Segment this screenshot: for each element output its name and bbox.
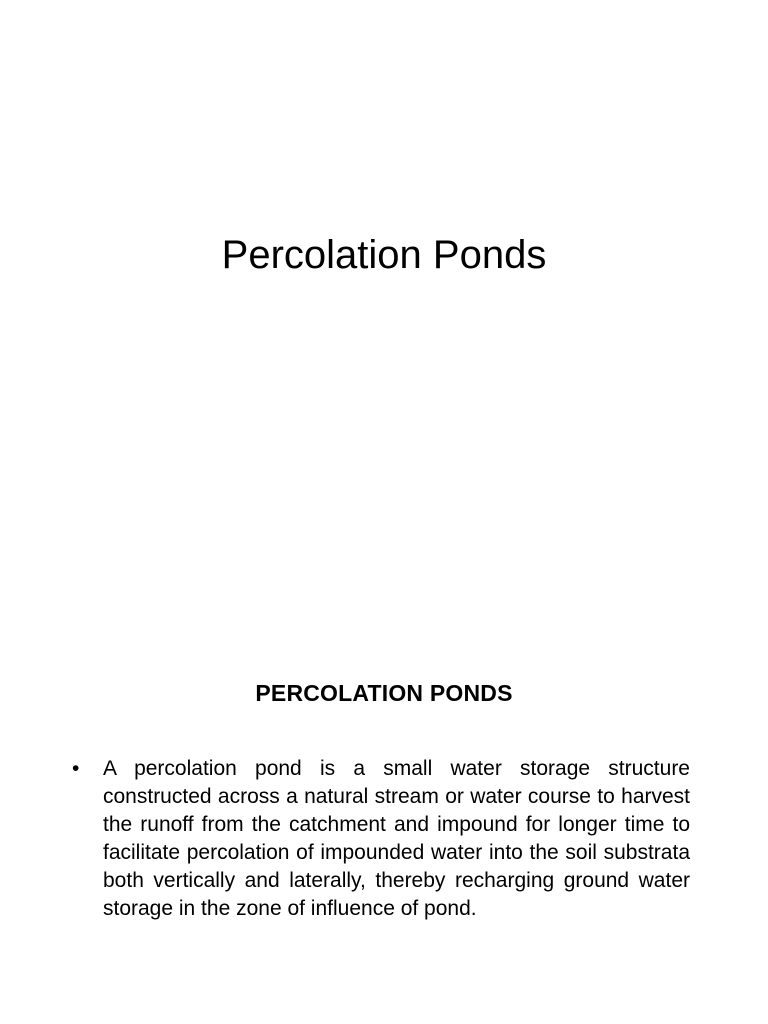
section-heading: PERCOLATION PONDS [255,680,513,706]
slide-title: Percolation Ponds [221,233,547,277]
bullet-marker: • [72,757,80,780]
bullet-item [72,755,690,923]
bullet-list [72,755,690,923]
bullet-text: A percolation pond is a small water storage structure constructed across a natural stream or water course to harvest the runoff from the catchment and impound for longer time to facilitate percolation of impounded water into the soil substrata both vertically and laterally, thereby recharging ground water storage in the zone of influence of pond. [103,757,690,920]
